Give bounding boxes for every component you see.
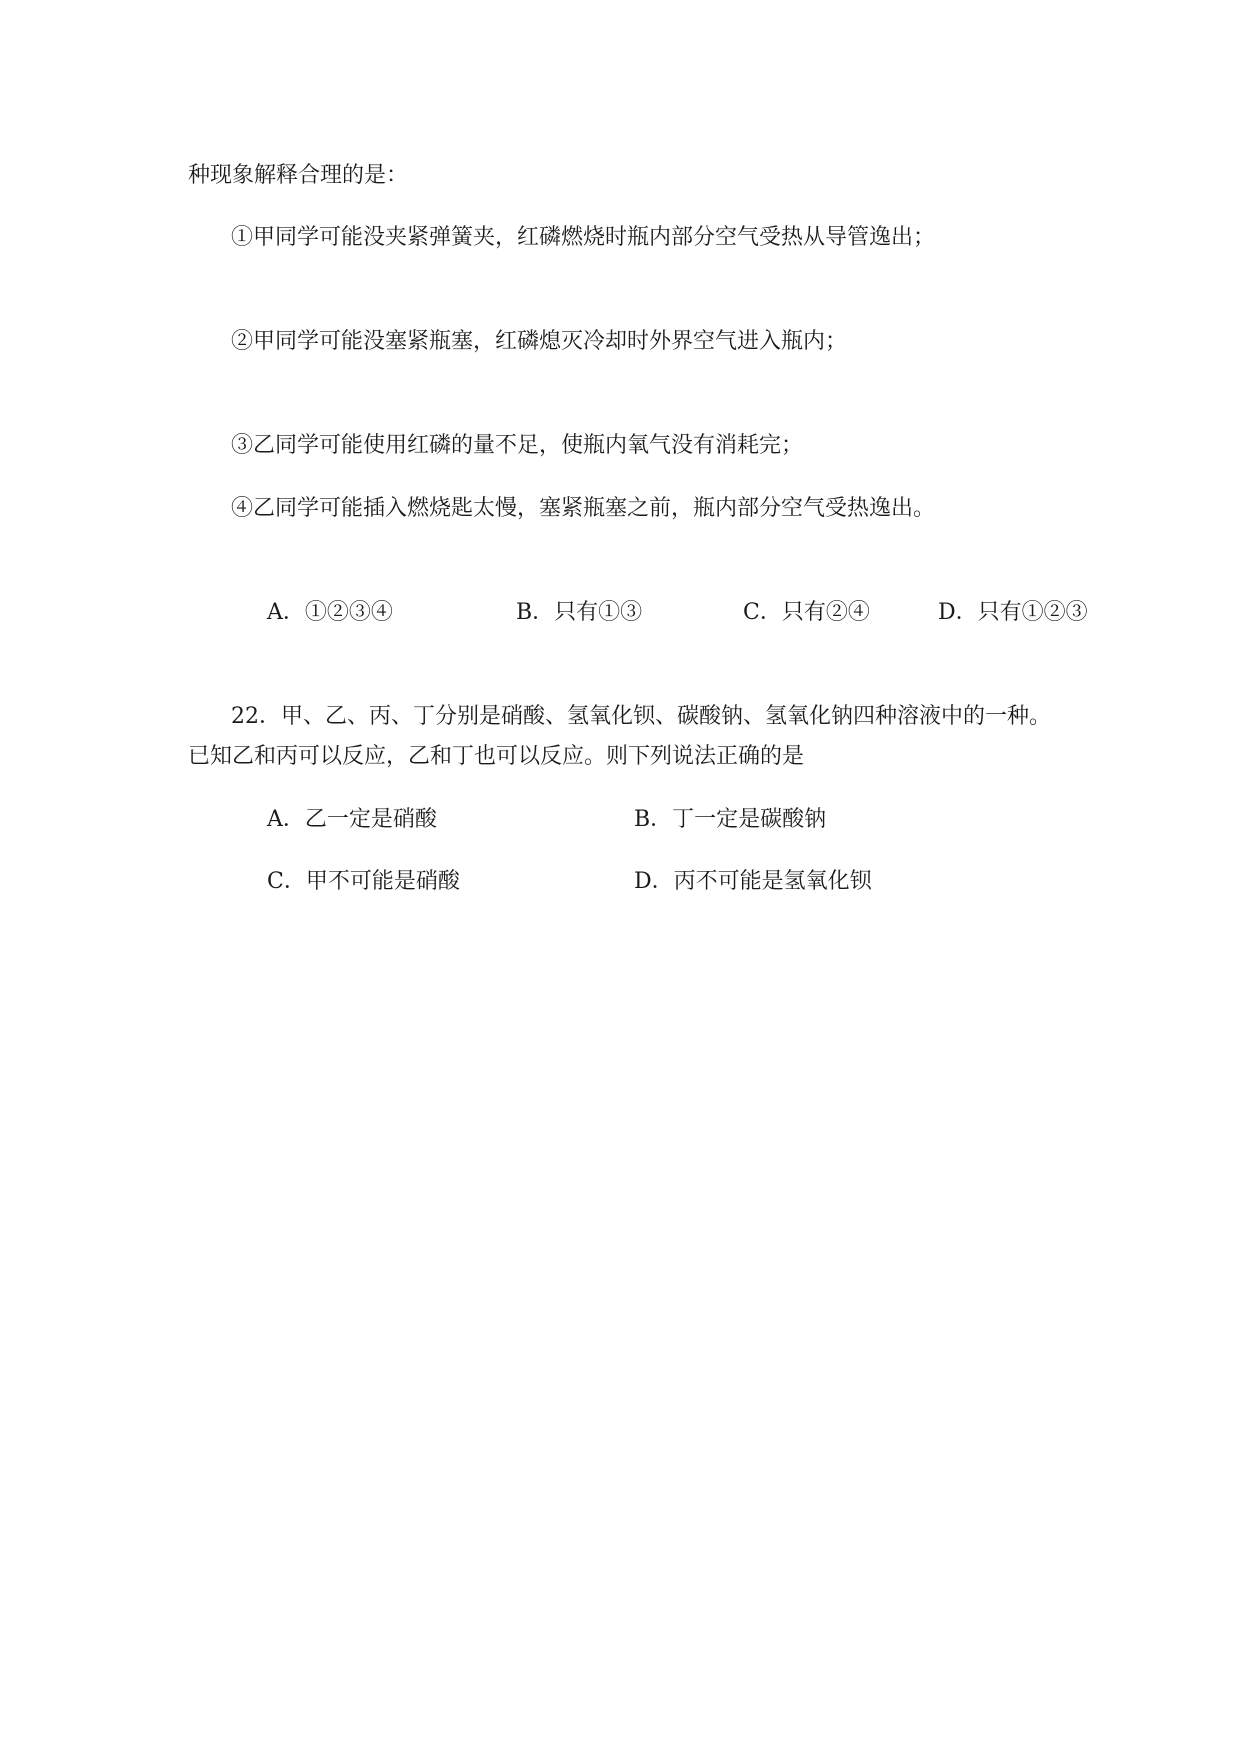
question-21-statement-4: ④乙同学可能插入燃烧匙太慢，塞紧瓶塞之前，瓶内部分空气受热逸出。 (231, 496, 936, 521)
question-21-intro: 种现象解释合理的是： (188, 163, 409, 188)
question-21-option-b: B．只有①③ (516, 600, 643, 625)
question-21-option-c: C．只有②④ (743, 600, 870, 625)
question-21-statement-3: ③乙同学可能使用红磷的量不足，使瓶内氧气没有消耗完； (231, 433, 804, 458)
question-22-option-d: D．丙不可能是氢氧化钡 (634, 869, 872, 894)
question-22-option-b: B．丁一定是碳酸钠 (634, 807, 827, 832)
question-22-option-c: C．甲不可能是硝酸 (267, 869, 460, 894)
question-22-stem-line-1: 22．甲、乙、丙、丁分别是硝酸、氢氧化钡、碳酸钠、氢氧化钠四种溶液中的一种。 (231, 704, 1051, 729)
question-21-option-a: A．①②③④ (267, 600, 393, 625)
question-21-statement-2: ②甲同学可能没塞紧瓶塞，红磷熄灭冷却时外界空气进入瓶内； (231, 329, 848, 354)
question-21-option-d: D．只有①②③ (938, 600, 1088, 625)
question-21-statement-1: ①甲同学可能没夹紧弹簧夹，红磷燃烧时瓶内部分空气受热从导管逸出； (231, 225, 936, 250)
question-22-option-a: A．乙一定是硝酸 (267, 807, 437, 832)
question-22-stem-line-2: 已知乙和丙可以反应，乙和丁也可以反应。则下列说法正确的是 (188, 744, 805, 769)
